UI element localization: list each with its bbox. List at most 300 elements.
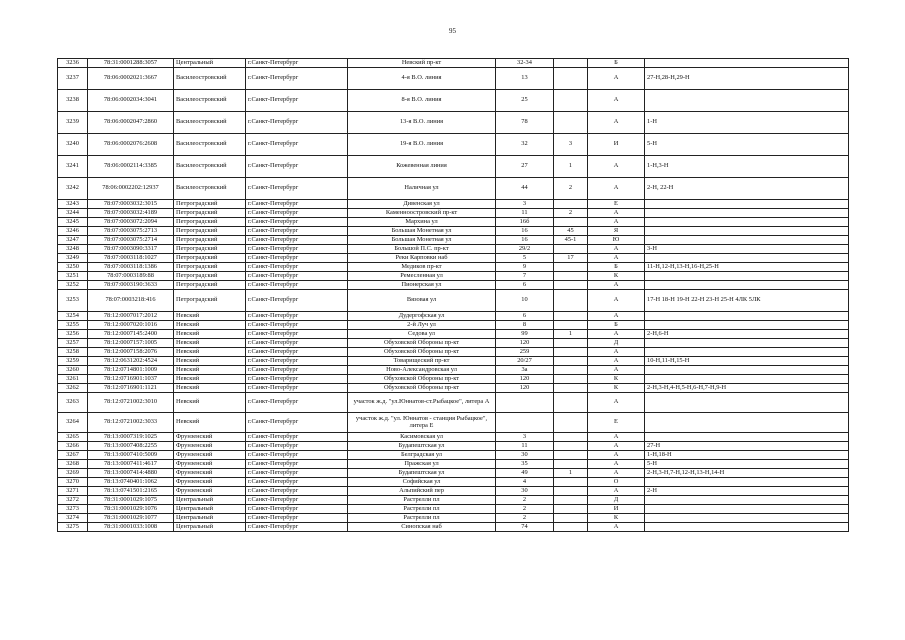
- building-number-cell: [554, 384, 588, 393]
- house-number-cell: 16б: [496, 218, 554, 227]
- house-number-cell: 120: [496, 375, 554, 384]
- building-number-cell: [554, 59, 588, 68]
- row-number-cell: 3250: [58, 263, 88, 272]
- city-cell: г.Санкт-Петербург: [246, 290, 348, 312]
- row-number-cell: 3241: [58, 156, 88, 178]
- table-row: [58, 375, 849, 384]
- building-number-cell: [554, 245, 588, 254]
- building-number-cell: 45: [554, 227, 588, 236]
- premises-cell: 2-Н,3-Н,4-Н,5-Н,6-Н,7-Н,9-Н: [645, 384, 849, 393]
- premises-cell: [645, 393, 849, 413]
- house-number-cell: 6: [496, 281, 554, 290]
- city-cell: г.Санкт-Петербург: [246, 393, 348, 413]
- building-number-cell: [554, 357, 588, 366]
- building-number-cell: [554, 90, 588, 112]
- cadastral-number-cell: 78:13:0740401:1062: [88, 478, 174, 487]
- city-cell: г.Санкт-Петербург: [246, 442, 348, 451]
- street-address-cell: 19-я В.О. линия: [348, 134, 496, 156]
- row-number-cell: 3255: [58, 321, 88, 330]
- city-cell: г.Санкт-Петербург: [246, 263, 348, 272]
- city-cell: г.Санкт-Петербург: [246, 384, 348, 393]
- street-address-cell: Обуховской Обороны пр-кт: [348, 348, 496, 357]
- letter-cell: А: [588, 393, 645, 413]
- house-number-cell: 44: [496, 178, 554, 200]
- street-address-cell: Реки Карповки наб: [348, 254, 496, 263]
- house-number-cell: 11: [496, 209, 554, 218]
- district-cell: Невский: [174, 312, 246, 321]
- building-number-cell: [554, 218, 588, 227]
- district-cell: Невский: [174, 366, 246, 375]
- city-cell: г.Санкт-Петербург: [246, 245, 348, 254]
- city-cell: г.Санкт-Петербург: [246, 469, 348, 478]
- row-number-cell: 3244: [58, 209, 88, 218]
- district-cell: Петроградский: [174, 218, 246, 227]
- letter-cell: А: [588, 112, 645, 134]
- table-row: [58, 134, 849, 156]
- district-cell: Петроградский: [174, 245, 246, 254]
- cadastral-number-cell: 78:31:0001029:1076: [88, 505, 174, 514]
- premises-cell: [645, 375, 849, 384]
- table-row: [58, 272, 849, 281]
- table-row: [58, 218, 849, 227]
- row-number-cell: 3261: [58, 375, 88, 384]
- building-number-cell: [554, 281, 588, 290]
- premises-cell: [645, 90, 849, 112]
- street-address-cell: Ново-Александровская ул: [348, 366, 496, 375]
- premises-cell: [645, 200, 849, 209]
- district-cell: Петроградский: [174, 227, 246, 236]
- cadastral-number-cell: 78:07:0003090:3317: [88, 245, 174, 254]
- street-address-cell: Дудергофская ул: [348, 312, 496, 321]
- letter-cell: Д: [588, 496, 645, 505]
- cadastral-number-cell: 78:31:0001288:3057: [88, 59, 174, 68]
- cadastral-number-cell: 78:31:0001029:1077: [88, 514, 174, 523]
- house-number-cell: 16: [496, 227, 554, 236]
- city-cell: г.Санкт-Петербург: [246, 112, 348, 134]
- district-cell: Василеостровский: [174, 178, 246, 200]
- premises-cell: [645, 312, 849, 321]
- district-cell: Фрунзенский: [174, 433, 246, 442]
- cadastral-number-cell: 78:13:0007408:2255: [88, 442, 174, 451]
- letter-cell: К: [588, 384, 645, 393]
- house-number-cell: 10: [496, 290, 554, 312]
- row-number-cell: 3264: [58, 413, 88, 433]
- premises-cell: [645, 433, 849, 442]
- house-number-cell: 4: [496, 478, 554, 487]
- letter-cell: Ю: [588, 236, 645, 245]
- house-number-cell: 13: [496, 68, 554, 90]
- city-cell: г.Санкт-Петербург: [246, 514, 348, 523]
- cadastral-number-cell: 78:07:0003032:4189: [88, 209, 174, 218]
- cadastral-number-cell: 78:13:0007411:4617: [88, 460, 174, 469]
- table-row: [58, 156, 849, 178]
- city-cell: г.Санкт-Петербург: [246, 200, 348, 209]
- street-address-cell: Белградская ул: [348, 451, 496, 460]
- table-row: [58, 330, 849, 339]
- row-number-cell: 3249: [58, 254, 88, 263]
- cadastral-number-cell: 78:06:0002114:3385: [88, 156, 174, 178]
- building-number-cell: [554, 272, 588, 281]
- cadastral-number-cell: 78:07:0003118:1386: [88, 263, 174, 272]
- letter-cell: А: [588, 90, 645, 112]
- house-number-cell: 99: [496, 330, 554, 339]
- street-address-cell: Растрелли пл: [348, 505, 496, 514]
- cadastral-number-cell: 78:07:0003189:88: [88, 272, 174, 281]
- letter-cell: А: [588, 209, 645, 218]
- building-number-cell: [554, 200, 588, 209]
- house-number-cell: 11: [496, 442, 554, 451]
- letter-cell: И: [588, 505, 645, 514]
- city-cell: г.Санкт-Петербург: [246, 339, 348, 348]
- building-number-cell: [554, 348, 588, 357]
- street-address-cell: Софийская ул: [348, 478, 496, 487]
- cadastral-number-cell: 78:06:0002076:2608: [88, 134, 174, 156]
- premises-cell: 27-Н,28-Н,29-Н: [645, 68, 849, 90]
- cadastral-number-cell: 78:12:0007017:2012: [88, 312, 174, 321]
- district-cell: Петроградский: [174, 200, 246, 209]
- letter-cell: А: [588, 330, 645, 339]
- city-cell: г.Санкт-Петербург: [246, 312, 348, 321]
- premises-cell: 2-Н, 22-Н: [645, 178, 849, 200]
- premises-cell: [645, 514, 849, 523]
- street-address-cell: Медиков пр-кт: [348, 263, 496, 272]
- district-cell: Фрунзенский: [174, 442, 246, 451]
- street-address-cell: Обуховской Обороны пр-кт: [348, 375, 496, 384]
- table-row: [58, 366, 849, 375]
- house-number-cell: 3: [496, 433, 554, 442]
- city-cell: г.Санкт-Петербург: [246, 209, 348, 218]
- building-number-cell: [554, 460, 588, 469]
- letter-cell: А: [588, 523, 645, 532]
- premises-cell: [645, 339, 849, 348]
- table-row: [58, 90, 849, 112]
- district-cell: Петроградский: [174, 263, 246, 272]
- building-number-cell: 1: [554, 156, 588, 178]
- table-row: [58, 209, 849, 218]
- table-row: [58, 514, 849, 523]
- table-row: [58, 505, 849, 514]
- row-number-cell: 3265: [58, 433, 88, 442]
- row-number-cell: 3271: [58, 487, 88, 496]
- street-address-cell: Большая Монетная ул: [348, 236, 496, 245]
- street-address-cell: Пражская ул: [348, 460, 496, 469]
- premises-cell: 17-Н 18-Н 19-Н 22-Н 23-Н 25-Н 4ЛК 5ЛК: [645, 290, 849, 312]
- table-row: [58, 413, 849, 433]
- premises-cell: [645, 478, 849, 487]
- city-cell: г.Санкт-Петербург: [246, 366, 348, 375]
- district-cell: Невский: [174, 393, 246, 413]
- house-number-cell: 259: [496, 348, 554, 357]
- street-address-cell: Альпийский пер: [348, 487, 496, 496]
- cadastral-number-cell: 78:06:0002202:12937: [88, 178, 174, 200]
- letter-cell: А: [588, 451, 645, 460]
- row-number-cell: 3270: [58, 478, 88, 487]
- city-cell: г.Санкт-Петербург: [246, 375, 348, 384]
- premises-cell: [645, 496, 849, 505]
- building-number-cell: 2: [554, 178, 588, 200]
- row-number-cell: 3245: [58, 218, 88, 227]
- premises-cell: [645, 321, 849, 330]
- table-row: [58, 254, 849, 263]
- premises-cell: 3-Н: [645, 245, 849, 254]
- city-cell: г.Санкт-Петербург: [246, 496, 348, 505]
- street-address-cell: 4-я В.О. линия: [348, 68, 496, 90]
- premises-cell: 10-Н,11-Н,15-Н: [645, 357, 849, 366]
- city-cell: г.Санкт-Петербург: [246, 478, 348, 487]
- district-cell: Невский: [174, 339, 246, 348]
- house-number-cell: 74: [496, 523, 554, 532]
- district-cell: Центральный: [174, 496, 246, 505]
- house-number-cell: 30: [496, 487, 554, 496]
- cadastral-number-cell: 78:07:0003032:3015: [88, 200, 174, 209]
- street-address-cell: Мархина ул: [348, 218, 496, 227]
- row-number-cell: 3248: [58, 245, 88, 254]
- street-address-cell: Наличная ул: [348, 178, 496, 200]
- district-cell: Невский: [174, 384, 246, 393]
- row-number-cell: 3254: [58, 312, 88, 321]
- district-cell: Центральный: [174, 505, 246, 514]
- building-number-cell: [554, 451, 588, 460]
- house-number-cell: 30: [496, 451, 554, 460]
- district-cell: Центральный: [174, 514, 246, 523]
- city-cell: г.Санкт-Петербург: [246, 59, 348, 68]
- cadastral-number-cell: 78:06:0002034:3041: [88, 90, 174, 112]
- street-address-cell: Ремесленная ул: [348, 272, 496, 281]
- district-cell: Василеостровский: [174, 90, 246, 112]
- cadastral-number-cell: 78:12:0721002:3010: [88, 393, 174, 413]
- cadastral-number-cell: 78:31:0001033:1008: [88, 523, 174, 532]
- district-cell: Василеостровский: [174, 134, 246, 156]
- city-cell: г.Санкт-Петербург: [246, 330, 348, 339]
- row-number-cell: 3238: [58, 90, 88, 112]
- row-number-cell: 3260: [58, 366, 88, 375]
- premises-cell: [645, 254, 849, 263]
- city-cell: г.Санкт-Петербург: [246, 487, 348, 496]
- table-row: [58, 68, 849, 90]
- table-row: [58, 357, 849, 366]
- letter-cell: А: [588, 254, 645, 263]
- cadastral-number-cell: 78:12:0631202:4524: [88, 357, 174, 366]
- premises-cell: 2-Н,3-Н,7-Н,12-Н,13-Н,14-Н: [645, 469, 849, 478]
- district-cell: Центральный: [174, 523, 246, 532]
- cadastral-number-cell: 78:12:0007145:2400: [88, 330, 174, 339]
- street-address-cell: Товарищеский пр-кт: [348, 357, 496, 366]
- table-row: [58, 460, 849, 469]
- cadastral-number-cell: 78:06:0002047:2860: [88, 112, 174, 134]
- street-address-cell: Седова ул: [348, 330, 496, 339]
- table-row: [58, 312, 849, 321]
- letter-cell: К: [588, 514, 645, 523]
- table-row: [58, 59, 849, 68]
- city-cell: г.Санкт-Петербург: [246, 134, 348, 156]
- letter-cell: А: [588, 281, 645, 290]
- building-number-cell: [554, 290, 588, 312]
- building-number-cell: [554, 487, 588, 496]
- table-row: [58, 487, 849, 496]
- premises-cell: 2-Н: [645, 487, 849, 496]
- city-cell: г.Санкт-Петербург: [246, 451, 348, 460]
- house-number-cell: 3: [496, 200, 554, 209]
- premises-cell: [645, 218, 849, 227]
- table-row: [58, 451, 849, 460]
- district-cell: Невский: [174, 357, 246, 366]
- city-cell: г.Санкт-Петербург: [246, 433, 348, 442]
- city-cell: г.Санкт-Петербург: [246, 254, 348, 263]
- table-row: [58, 112, 849, 134]
- building-number-cell: [554, 375, 588, 384]
- letter-cell: Б: [588, 263, 645, 272]
- row-number-cell: 3256: [58, 330, 88, 339]
- house-number-cell: 7: [496, 272, 554, 281]
- table-row: [58, 442, 849, 451]
- letter-cell: А: [588, 357, 645, 366]
- street-address-cell: Обуховской Обороны пр-кт: [348, 339, 496, 348]
- street-address-cell: Синопская наб: [348, 523, 496, 532]
- district-cell: Фрунзенский: [174, 460, 246, 469]
- house-number-cell: [496, 393, 554, 413]
- building-number-cell: [554, 112, 588, 134]
- letter-cell: Б: [588, 321, 645, 330]
- city-cell: г.Санкт-Петербург: [246, 156, 348, 178]
- row-number-cell: 3242: [58, 178, 88, 200]
- row-number-cell: 3252: [58, 281, 88, 290]
- table-row: [58, 321, 849, 330]
- row-number-cell: 3251: [58, 272, 88, 281]
- premises-cell: [645, 523, 849, 532]
- row-number-cell: 3263: [58, 393, 88, 413]
- street-address-cell: Будапештская ул: [348, 442, 496, 451]
- row-number-cell: 3262: [58, 384, 88, 393]
- district-cell: Петроградский: [174, 281, 246, 290]
- house-number-cell: 2: [496, 514, 554, 523]
- letter-cell: А: [588, 469, 645, 478]
- letter-cell: Е: [588, 200, 645, 209]
- street-address-cell: 2-й Луч ул: [348, 321, 496, 330]
- building-number-cell: [554, 393, 588, 413]
- building-number-cell: [554, 478, 588, 487]
- street-address-cell: Пионерская ул: [348, 281, 496, 290]
- district-cell: Невский: [174, 330, 246, 339]
- row-number-cell: 3275: [58, 523, 88, 532]
- letter-cell: А: [588, 487, 645, 496]
- street-address-cell: Кожевенная линия: [348, 156, 496, 178]
- letter-cell: И: [588, 134, 645, 156]
- city-cell: г.Санкт-Петербург: [246, 178, 348, 200]
- cadastral-number-cell: 78:12:0007020:1016: [88, 321, 174, 330]
- cadastral-number-cell: 78:13:0741501:2165: [88, 487, 174, 496]
- letter-cell: Д: [588, 339, 645, 348]
- city-cell: г.Санкт-Петербург: [246, 236, 348, 245]
- table-row: [58, 281, 849, 290]
- cadastral-number-cell: 78:07:0003118:1027: [88, 254, 174, 263]
- street-address-cell: Дивенская ул: [348, 200, 496, 209]
- district-cell: Василеостровский: [174, 68, 246, 90]
- letter-cell: А: [588, 366, 645, 375]
- district-cell: Василеостровский: [174, 112, 246, 134]
- building-number-cell: [554, 496, 588, 505]
- street-address-cell: Невский пр-кт: [348, 59, 496, 68]
- district-cell: Невский: [174, 321, 246, 330]
- cadastral-number-cell: 78:12:0721002:3033: [88, 413, 174, 433]
- house-number-cell: 29/2: [496, 245, 554, 254]
- table-row: [58, 290, 849, 312]
- building-number-cell: [554, 263, 588, 272]
- city-cell: г.Санкт-Петербург: [246, 523, 348, 532]
- house-number-cell: 16: [496, 236, 554, 245]
- table-row: [58, 200, 849, 209]
- building-number-cell: 17: [554, 254, 588, 263]
- street-address-cell: 13-я В.О. линия: [348, 112, 496, 134]
- premises-cell: 2-Н,6-Н: [645, 330, 849, 339]
- letter-cell: А: [588, 245, 645, 254]
- building-number-cell: [554, 68, 588, 90]
- letter-cell: А: [588, 433, 645, 442]
- premises-cell: [645, 59, 849, 68]
- table-row: [58, 178, 849, 200]
- house-number-cell: 32-34: [496, 59, 554, 68]
- row-number-cell: 3253: [58, 290, 88, 312]
- table-row: [58, 496, 849, 505]
- city-cell: г.Санкт-Петербург: [246, 505, 348, 514]
- city-cell: г.Санкт-Петербург: [246, 321, 348, 330]
- street-address-cell: Большой П.С. пр-кт: [348, 245, 496, 254]
- building-number-cell: [554, 514, 588, 523]
- table-row: [58, 227, 849, 236]
- street-address-cell: участок ж.д. "ул.Юннатов-ст.Рыбацкое", литера А: [348, 393, 496, 413]
- house-number-cell: [496, 413, 554, 433]
- letter-cell: О: [588, 478, 645, 487]
- district-cell: Невский: [174, 375, 246, 384]
- table-row: [58, 263, 849, 272]
- house-number-cell: 20/27: [496, 357, 554, 366]
- cadastral-number-cell: 78:13:0007414:4880: [88, 469, 174, 478]
- premises-cell: 5-Н: [645, 134, 849, 156]
- district-cell: Фрунзенский: [174, 469, 246, 478]
- city-cell: г.Санкт-Петербург: [246, 357, 348, 366]
- row-number-cell: 3259: [58, 357, 88, 366]
- street-address-cell: Растрелли пл: [348, 496, 496, 505]
- cadastral-number-cell: 78:13:0007410:5009: [88, 451, 174, 460]
- building-number-cell: 45-1: [554, 236, 588, 245]
- building-number-cell: [554, 413, 588, 433]
- row-number-cell: 3269: [58, 469, 88, 478]
- building-number-cell: 3: [554, 134, 588, 156]
- house-number-cell: 120: [496, 339, 554, 348]
- premises-cell: 27-Н: [645, 442, 849, 451]
- street-address-cell: Растрелли пл: [348, 514, 496, 523]
- street-address-cell: Касимовская ул: [348, 433, 496, 442]
- house-number-cell: 32: [496, 134, 554, 156]
- table-row: [58, 384, 849, 393]
- building-number-cell: [554, 321, 588, 330]
- row-number-cell: 3243: [58, 200, 88, 209]
- district-cell: Петроградский: [174, 236, 246, 245]
- street-address-cell: Вязовая ул: [348, 290, 496, 312]
- building-number-cell: 1: [554, 330, 588, 339]
- premises-cell: 1-Н: [645, 112, 849, 134]
- row-number-cell: 3246: [58, 227, 88, 236]
- district-cell: Василеостровский: [174, 156, 246, 178]
- house-number-cell: 25: [496, 90, 554, 112]
- house-number-cell: 120: [496, 384, 554, 393]
- row-number-cell: 3266: [58, 442, 88, 451]
- premises-cell: [645, 227, 849, 236]
- city-cell: г.Санкт-Петербург: [246, 272, 348, 281]
- building-number-cell: 1: [554, 469, 588, 478]
- premises-cell: 1-Н,18-Н: [645, 451, 849, 460]
- row-number-cell: 3239: [58, 112, 88, 134]
- building-number-cell: [554, 339, 588, 348]
